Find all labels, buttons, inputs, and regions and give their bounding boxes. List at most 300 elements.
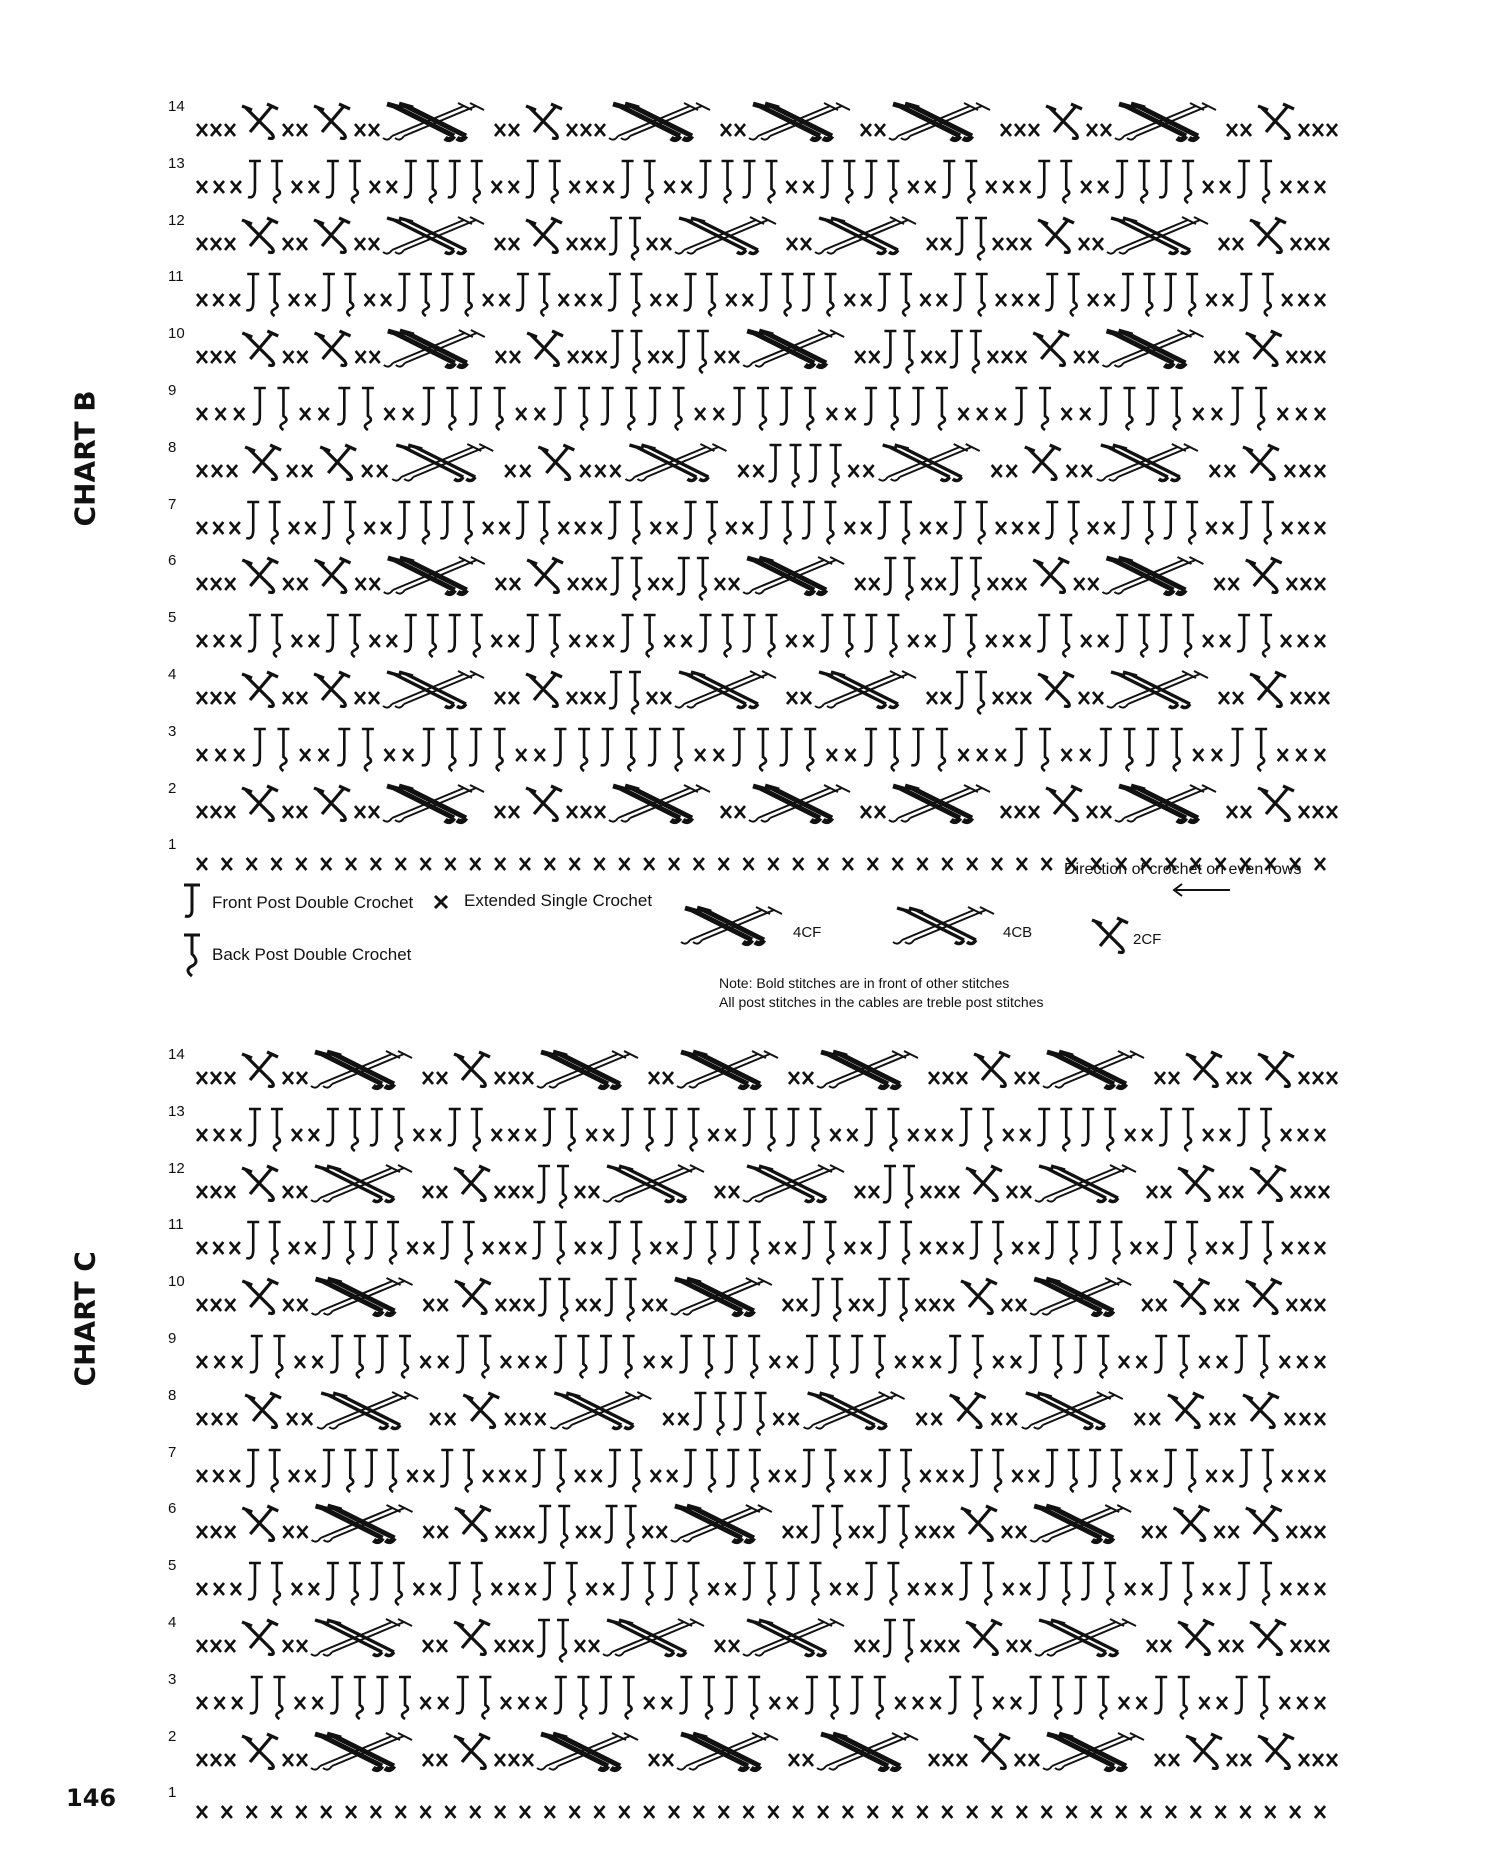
post-stitch [326,161,339,197]
stitch-row [196,488,1356,548]
post-stitch [375,1336,388,1372]
post-stitch [427,161,439,203]
post-stitch [1237,1563,1250,1599]
extended-single-crochet [1300,1413,1310,1425]
extended-single-crochet [211,1640,221,1652]
cable-2cf [1246,558,1282,593]
extended-single-crochet [1215,1299,1225,1311]
stitch-row [196,317,1356,377]
extended-single-crochet [568,578,578,590]
extended-single-crochet [1305,1186,1315,1198]
row-number: 14 [168,98,185,115]
extended-single-crochet [1315,465,1325,477]
post-stitch [273,1336,285,1378]
post-stitch [903,1620,915,1662]
extended-single-crochet [942,1129,952,1141]
extended-single-crochet [501,1356,511,1368]
extended-single-crochet [234,749,244,761]
extended-single-crochet [587,635,597,647]
extended-single-crochet [803,1072,813,1084]
post-stitch [749,1222,761,1264]
post-stitch [322,1222,335,1258]
extended-single-crochet [729,351,739,363]
extended-single-crochet [423,1186,433,1198]
extended-single-crochet [869,578,879,590]
post-stitch [743,161,756,197]
stitch-row [196,1663,1356,1723]
extended-single-crochet [847,1583,857,1595]
post-stitch [830,445,842,487]
extended-single-crochet [729,578,739,590]
post-stitch [326,1109,339,1145]
post-stitch [1231,388,1244,424]
post-stitch [911,729,924,765]
post-stitch [577,1336,589,1378]
extended-single-crochet [1199,1697,1209,1709]
extended-single-crochet [787,1697,797,1709]
cable-2cf [1046,786,1082,821]
post-stitch [1262,502,1274,544]
post-stitch [1138,615,1150,657]
extended-single-crochet [908,1129,918,1141]
extended-single-crochet [1012,294,1022,306]
extended-single-crochet [1327,806,1337,818]
extended-single-crochet [1296,408,1306,420]
stitch-row [196,1549,1356,1609]
post-stitch [471,615,483,657]
extended-single-crochet [663,1754,673,1766]
extended-single-crochet [1007,1186,1017,1198]
extended-single-crochet [297,351,307,363]
extended-single-crochet [197,465,207,477]
post-stitch [463,1222,475,1264]
cable-2cf [974,1052,1010,1087]
stitch-row [196,1776,1356,1836]
extended-single-crochet [769,1470,779,1482]
extended-single-crochet [582,578,592,590]
extended-single-crochet [1007,1413,1017,1425]
extended-single-crochet [509,1186,519,1198]
extended-single-crochet [1315,1242,1325,1254]
post-stitch [1099,388,1112,424]
cable-4cf [671,1278,772,1315]
extended-single-crochet [1299,1754,1309,1766]
post-stitch [706,1222,718,1264]
extended-single-crochet [581,692,591,704]
extended-single-crochet [431,1583,441,1595]
post-stitch [970,331,982,373]
stitch-row [196,1492,1356,1552]
extended-single-crochet [519,1697,529,1709]
post-stitch [1111,1450,1123,1492]
extended-single-crochet [986,635,996,647]
extended-single-crochet [509,1072,519,1084]
extended-single-crochet [300,749,310,761]
post-stitch [273,1677,285,1719]
extended-single-crochet [1003,1583,1013,1595]
post-stitch [820,615,833,651]
extended-single-crochet [1021,1186,1031,1198]
cable-2cf [950,1393,986,1428]
post-stitch [420,274,432,316]
post-stitch [673,388,685,430]
extended-single-crochet [992,858,1002,870]
extended-single-crochet [225,1186,235,1198]
post-stitch [1237,161,1250,197]
extended-single-crochet [1210,1413,1220,1425]
post-stitch [1068,274,1080,316]
extended-single-crochet [297,1186,307,1198]
post-stitch [769,445,782,481]
extended-single-crochet [305,294,315,306]
post-stitch [555,1222,567,1264]
cable-2cf [1186,1052,1222,1087]
extended-single-crochet [1300,465,1310,477]
cable-4cf [1102,557,1203,594]
post-stitch [269,274,281,316]
extended-single-crochet [1298,1129,1308,1141]
post-stitch [397,274,410,310]
extended-single-crochet [225,351,235,363]
extended-single-crochet [667,522,677,534]
post-stitch [631,331,643,373]
post-stitch [809,445,822,481]
extended-single-crochet [424,1242,434,1254]
extended-single-crochet [1215,351,1225,363]
extended-single-crochet [1290,1806,1300,1818]
extended-single-crochet [993,692,1003,704]
extended-single-crochet [855,351,865,363]
extended-single-crochet [470,1806,480,1818]
post-stitch [733,1393,746,1429]
extended-single-crochet [1020,181,1030,193]
extended-single-crochet [1203,1129,1213,1141]
stitch-row [196,260,1356,320]
cable-4cf [384,557,485,594]
extended-single-crochet [1315,1470,1325,1482]
extended-single-crochet [917,858,927,870]
post-stitch [553,388,566,424]
post-stitch [1123,729,1135,771]
extended-single-crochet [247,1806,257,1818]
post-stitch [1014,729,1027,765]
post-stitch [440,274,453,310]
legend-extended-sc-label: Extended Single Crochet [464,891,653,910]
extended-single-crochet [1278,408,1288,420]
post-stitch [246,1222,259,1258]
extended-single-crochet [643,1299,653,1311]
extended-single-crochet [385,749,395,761]
extended-single-crochet [647,238,657,250]
extended-single-crochet [445,858,455,870]
extended-single-crochet [1241,124,1251,136]
extended-single-crochet [403,749,413,761]
extended-single-crochet [1105,522,1115,534]
extended-single-crochet [509,635,519,647]
post-stitch [440,1222,453,1258]
post-stitch [599,1336,612,1372]
post-stitch [629,672,641,714]
extended-single-crochet [1225,1413,1235,1425]
cable-4cb [1035,1165,1136,1202]
row-number: 13 [168,1102,185,1120]
extended-single-crochet [959,749,969,761]
post-stitch [953,274,966,310]
post-stitch [322,1450,335,1486]
post-stitch [903,558,915,600]
extended-single-crochet [1007,692,1017,704]
row-number: 11 [168,1216,184,1234]
post-stitch [850,1677,863,1713]
extended-single-crochet [662,1356,672,1368]
post-stitch [782,502,794,544]
extended-single-crochet [895,1697,905,1709]
extended-single-crochet [1156,1526,1166,1538]
post-stitch [543,1109,556,1145]
extended-single-crochet [197,1129,207,1141]
extended-single-crochet [922,351,932,363]
extended-single-crochet [967,1806,977,1818]
extended-single-crochet [313,1697,323,1709]
extended-single-crochet [830,1129,840,1141]
post-stitch [322,274,335,310]
extended-single-crochet [797,1299,807,1311]
post-stitch [955,218,968,254]
post-stitch [605,1506,618,1542]
extended-single-crochet [313,1356,323,1368]
extended-single-crochet [863,1526,873,1538]
row-number: 6 [168,1500,177,1518]
post-stitch [976,502,988,544]
row-number: 10 [168,1273,185,1291]
extended-single-crochet [942,1583,952,1595]
extended-single-crochet [1315,1356,1325,1368]
extended-single-crochet [996,408,1006,420]
post-stitch [1146,388,1159,424]
extended-single-crochet [925,1129,935,1141]
extended-single-crochet [1287,1299,1297,1311]
post-stitch [630,274,642,316]
post-stitch [354,1336,366,1378]
post-stitch [448,161,461,197]
post-stitch [684,1222,697,1258]
post-stitch [1159,161,1172,197]
extended-single-crochet [321,858,331,870]
extended-single-crochet [197,1470,207,1482]
extended-single-crochet [644,1697,654,1709]
extended-single-crochet [843,1806,853,1818]
extended-single-crochet [582,351,592,363]
extended-single-crochet [1241,806,1251,818]
extended-single-crochet [1093,238,1103,250]
cable-2cf [1025,445,1061,480]
cable-4cb [383,671,484,708]
post-stitch [253,388,266,424]
extended-single-crochet [667,294,677,306]
extended-single-crochet [523,1754,533,1766]
extended-single-crochet [1315,635,1325,647]
post-stitch [610,558,623,594]
extended-single-crochet [302,465,312,477]
extended-single-crochet [941,692,951,704]
post-stitch [625,1279,637,1321]
extended-single-crochet [786,181,796,193]
post-stitch [365,1450,378,1486]
extended-single-crochet [937,1242,947,1254]
extended-single-crochet [1166,1806,1176,1818]
cable-4cb [603,1165,704,1202]
cable-2cf [1046,104,1082,139]
post-stitch [1186,502,1198,544]
post-stitch [1081,1563,1094,1599]
extended-single-crochet [505,1413,515,1425]
extended-single-crochet [651,294,661,306]
extended-single-crochet [925,1583,935,1595]
extended-single-crochet [595,465,605,477]
extended-single-crochet [211,806,221,818]
extended-single-crochet [787,692,797,704]
extended-single-crochet [803,635,813,647]
post-stitch [557,1166,569,1208]
post-stitch [1239,274,1252,310]
extended-single-crochet [197,578,207,590]
extended-single-crochet [657,1526,667,1538]
cable-2cf [966,1166,1002,1201]
post-stitch [703,1336,715,1378]
extended-single-crochet [283,351,293,363]
extended-single-crochet [996,294,1006,306]
post-stitch [269,1222,281,1264]
extended-single-crochet [356,578,366,590]
post-stitch [1239,502,1252,538]
extended-single-crochet [1098,635,1108,647]
stitch-row [196,1436,1356,1496]
extended-single-crochet [1227,124,1237,136]
extended-single-crochet [667,1470,677,1482]
extended-single-crochet [297,578,307,590]
extended-single-crochet [222,858,232,870]
cable-2cf-icon [1088,916,1138,958]
post-stitch [1115,161,1128,197]
cable-2cf [538,445,574,480]
extended-single-crochet [510,578,520,590]
post-stitch [942,161,955,197]
extended-single-crochet [231,1583,241,1595]
extended-single-crochet [1281,181,1291,193]
extended-single-crochet [526,1583,536,1595]
extended-single-crochet [225,806,235,818]
extended-single-crochet [855,578,865,590]
post-stitch [1029,1336,1042,1372]
post-stitch [843,615,855,657]
post-stitch [802,502,815,538]
post-stitch [1104,1563,1116,1605]
post-stitch [644,161,656,203]
extended-single-crochet [1029,1754,1039,1766]
extended-single-crochet [1297,1697,1307,1709]
extended-single-crochet [1291,1186,1301,1198]
post-stitch [703,1677,715,1719]
extended-single-crochet [801,692,811,704]
post-stitch [748,1336,760,1378]
cable-4cb [815,217,916,254]
extended-single-crochet [786,635,796,647]
extended-single-crochet [1169,1754,1179,1766]
post-stitch [878,502,891,538]
extended-single-crochet [715,1640,725,1652]
extended-single-crochet [197,1583,207,1595]
post-stitch [605,1279,618,1315]
post-stitch [555,1450,567,1492]
cable-4cb [1107,671,1208,708]
post-stitch [759,274,772,310]
post-stitch [714,1393,726,1435]
post-stitch [248,1109,261,1145]
cable-2cf [320,445,356,480]
extended-single-crochet [920,1242,930,1254]
cable-2cf [1038,218,1074,253]
cable-2cf [455,1506,491,1541]
extended-single-crochet [744,1806,754,1818]
extended-single-crochet [714,408,724,420]
cable-2cf [242,786,278,821]
post-stitch [679,1336,692,1372]
cable-2cf [526,104,562,139]
cable-2cf [1250,1166,1286,1201]
extended-single-crochet [1191,1806,1201,1818]
extended-single-crochet [1315,1526,1325,1538]
extended-single-crochet [596,351,606,363]
post-stitch [557,1620,569,1662]
extended-single-crochet [735,806,745,818]
extended-single-crochet [649,1072,659,1084]
post-stitch [526,161,539,197]
extended-single-crochet [438,1697,448,1709]
stitch-row [196,1720,1356,1780]
cable-2cf [1250,1620,1286,1655]
post-stitch [1235,1677,1248,1713]
extended-single-crochet [937,1470,947,1482]
extended-single-crochet [996,522,1006,534]
post-stitch [549,615,561,657]
extended-single-crochet [843,858,853,870]
post-stitch [621,161,634,197]
extended-single-crochet [197,522,207,534]
extended-single-crochet [1067,1806,1077,1818]
extended-single-crochet [1003,635,1013,647]
post-stitch [538,502,550,544]
extended-single-crochet [861,124,871,136]
extended-single-crochet [1291,1640,1301,1652]
post-stitch [959,1563,972,1599]
post-stitch [471,1563,483,1605]
post-stitch [802,1450,815,1486]
post-stitch [786,1563,799,1599]
extended-single-crochet [232,1697,242,1709]
post-stitch [942,615,955,651]
extended-single-crochet [1219,238,1229,250]
post-stitch [843,161,855,203]
extended-single-crochet [570,858,580,870]
post-stitch [494,729,506,771]
extended-single-crochet [595,858,605,870]
post-stitch [456,1677,469,1713]
cable-4cf [312,1278,413,1315]
extended-single-crochet [592,294,602,306]
extended-single-crochet [592,522,602,534]
extended-single-crochet [536,1697,546,1709]
extended-single-crochet [932,1413,942,1425]
